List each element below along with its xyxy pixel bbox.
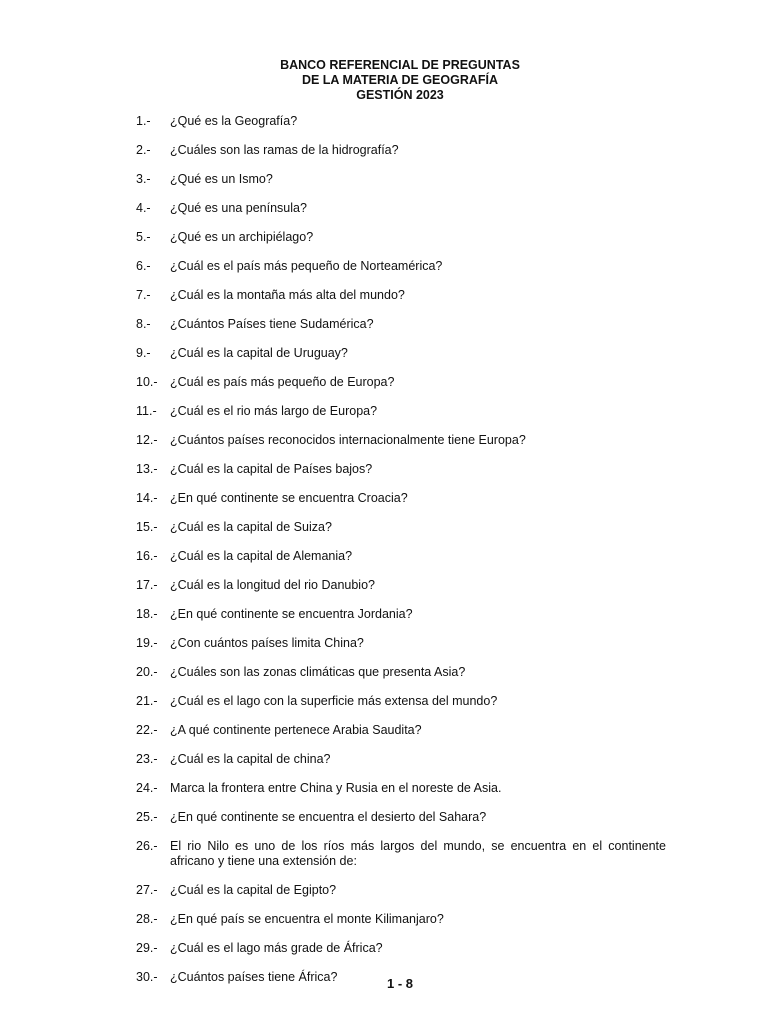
question-item <box>136 259 666 274</box>
question-item <box>136 549 666 564</box>
question-item <box>136 694 666 709</box>
question-item <box>136 941 666 956</box>
question-text: El rio Nilo es uno de los ríos más largos del mundo, se encuentra en el continente africano y tiene una extensión de: <box>170 839 666 868</box>
question-text: ¿Cuál es el rio más largo de Europa? <box>170 404 378 418</box>
question-item <box>136 462 666 477</box>
question-text: ¿Cuál es el lago más grade de África? <box>170 941 383 955</box>
question-number: 4.- <box>136 201 151 215</box>
question-text: ¿En qué continente se encuentra Croacia? <box>170 491 408 505</box>
question-number: 15.- <box>136 520 158 534</box>
question-item <box>136 636 666 651</box>
question-text: ¿Cuál es la capital de Países bajos? <box>170 462 373 476</box>
question-item <box>136 201 666 216</box>
question-item <box>136 288 666 303</box>
question-item <box>136 230 666 245</box>
question-item <box>136 839 666 869</box>
document-title-line-1: BANCO REFERENCIAL DE PREGUNTAS <box>280 58 520 72</box>
question-item <box>136 317 666 332</box>
question-text: ¿Qué es un Ismo? <box>170 172 273 186</box>
question-text: ¿Cuántos países reconocidos internacionalmente tiene Europa? <box>170 433 526 447</box>
question-text: ¿Qué es la Geografía? <box>170 114 298 128</box>
question-item <box>136 375 666 390</box>
question-text: ¿Con cuántos países limita China? <box>170 636 364 650</box>
question-item <box>136 346 666 361</box>
question-number: 14.- <box>136 491 158 505</box>
question-number: 23.- <box>136 752 158 766</box>
question-number: 18.- <box>136 607 158 621</box>
question-text: ¿Qué es una península? <box>170 201 307 215</box>
question-number: 22.- <box>136 723 158 737</box>
question-text: ¿Cuál es la capital de Alemania? <box>170 549 353 563</box>
question-number: 24.- <box>136 781 158 795</box>
question-text: ¿Cuál es el país más pequeño de Norteamérica? <box>170 259 443 273</box>
question-item <box>136 404 666 419</box>
question-number: 19.- <box>136 636 158 650</box>
question-text: ¿Cuál es la montaña más alta del mundo? <box>170 288 405 302</box>
question-item <box>136 520 666 535</box>
question-number: 27.- <box>136 883 158 897</box>
question-number: 1.- <box>136 114 151 128</box>
question-list <box>136 114 666 999</box>
question-number: 28.- <box>136 912 158 926</box>
question-number: 25.- <box>136 810 158 824</box>
question-number: 8.- <box>136 317 151 331</box>
question-item <box>136 143 666 158</box>
document-title-line-3: GESTIÓN 2023 <box>356 88 444 102</box>
question-text: Marca la frontera entre China y Rusia en el noreste de Asia. <box>170 781 502 795</box>
question-text: ¿En qué país se encuentra el monte Kilimanjaro? <box>170 912 444 926</box>
question-number: 16.- <box>136 549 158 563</box>
question-item <box>136 433 666 448</box>
question-number: 5.- <box>136 230 151 244</box>
page-number: 1 - 8 <box>386 976 413 991</box>
question-number: 13.- <box>136 462 158 476</box>
question-item <box>136 781 666 796</box>
question-text: ¿Cuáles son las ramas de la hidrografía? <box>170 143 399 157</box>
question-text: ¿Cuál es la capital de Uruguay? <box>170 346 348 360</box>
question-text: ¿Cuántos países tiene África? <box>170 970 338 984</box>
question-text: ¿Cuál es la longitud del rio Danubio? <box>170 578 375 592</box>
question-item <box>136 810 666 825</box>
question-number: 30.- <box>136 970 158 984</box>
question-number: 9.- <box>136 346 151 360</box>
question-number: 3.- <box>136 172 151 186</box>
question-number: 11.- <box>136 404 157 418</box>
question-item <box>136 883 666 898</box>
question-text: ¿Cuál es la capital de china? <box>170 752 331 766</box>
question-item <box>136 578 666 593</box>
question-text: ¿A qué continente pertenece Arabia Saudita? <box>170 723 422 737</box>
question-number: 10.- <box>136 375 158 389</box>
question-text: ¿Cuántos Países tiene Sudamérica? <box>170 317 374 331</box>
question-number: 6.- <box>136 259 151 273</box>
question-number: 26.- <box>136 839 158 853</box>
question-item <box>136 114 666 129</box>
question-text: ¿Cuál es país más pequeño de Europa? <box>170 375 395 389</box>
document-title-line-2: DE LA MATERIA DE GEOGRAFÍA <box>301 73 499 87</box>
question-number: 17.- <box>136 578 158 592</box>
question-number: 12.- <box>136 433 158 447</box>
question-item <box>136 172 666 187</box>
question-text: ¿En qué continente se encuentra Jordania? <box>170 607 413 621</box>
question-text: ¿Cuál es la capital de Egipto? <box>170 883 337 897</box>
question-number: 2.- <box>136 143 151 157</box>
question-number: 7.- <box>136 288 151 302</box>
document-header <box>0 58 768 103</box>
question-item <box>136 491 666 506</box>
question-item <box>136 912 666 927</box>
question-text: ¿En qué continente se encuentra el desierto del Sahara? <box>170 810 487 824</box>
question-number: 29.- <box>136 941 158 955</box>
question-number: 20.- <box>136 665 158 679</box>
question-text: ¿Cuál es el lago con la superficie más extensa del mundo? <box>170 694 498 708</box>
question-text: ¿Cuáles son las zonas climáticas que presenta Asia? <box>170 665 466 679</box>
question-number: 21.- <box>136 694 158 708</box>
question-item <box>136 607 666 622</box>
question-text: ¿Qué es un archipiélago? <box>170 230 314 244</box>
question-item <box>136 723 666 738</box>
question-text: ¿Cuál es la capital de Suiza? <box>170 520 332 534</box>
question-item <box>136 665 666 680</box>
question-item <box>136 752 666 767</box>
